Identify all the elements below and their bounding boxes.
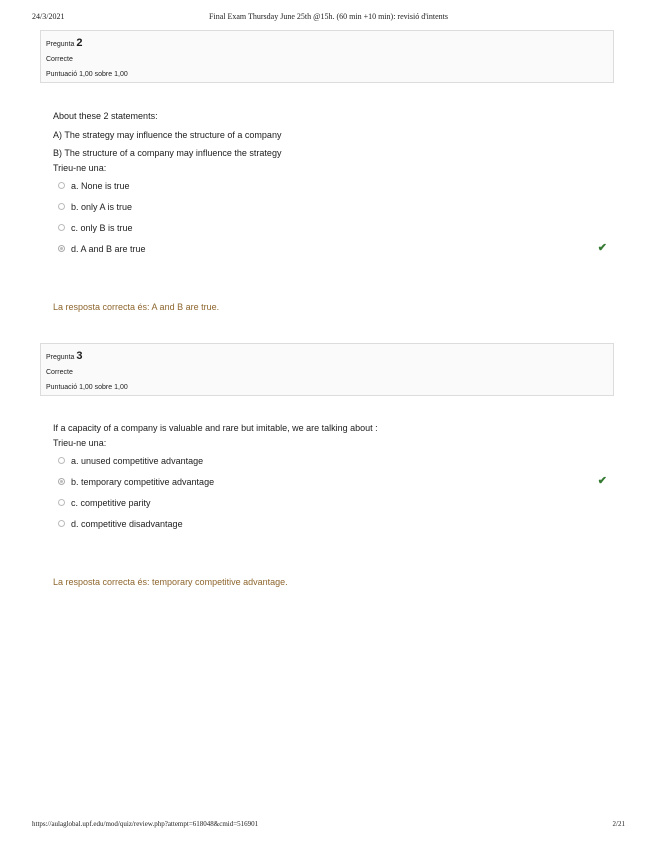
answer-label: d. competitive disadvantage <box>71 518 183 529</box>
radio-button-icon[interactable] <box>58 520 65 527</box>
radio-button-icon[interactable] <box>58 182 65 189</box>
question-number: 3 <box>76 350 83 362</box>
answer-option[interactable] <box>53 514 603 535</box>
print-footer <box>32 820 625 832</box>
question-info-box <box>40 30 614 83</box>
checkmark-icon: ✔ <box>597 241 607 254</box>
print-date: 24/3/2021 <box>32 12 65 21</box>
checkmark-icon: ✔ <box>597 474 607 487</box>
print-page-number: 2/21 <box>612 820 625 828</box>
radio-button-icon[interactable] <box>58 224 65 231</box>
question-text-line: A) The strategy may influence the structure of a company <box>53 129 282 140</box>
question-grade: Puntuació 1,00 sobre 1,00 <box>46 71 128 78</box>
answer-option-selected[interactable] <box>53 239 607 260</box>
answer-option[interactable] <box>53 451 603 472</box>
right-answer-feedback: La resposta correcta és: A and B are true. <box>53 302 220 312</box>
question-grade: Puntuació 1,00 sobre 1,00 <box>46 384 128 391</box>
question-text <box>53 107 613 163</box>
question-text-line: B) The structure of a company may influence the strategy <box>53 148 282 158</box>
question-number-row <box>46 349 608 365</box>
question-label: Pregunta <box>46 41 75 48</box>
answer-label: a. unused competitive advantage <box>71 455 204 466</box>
answer-label: d. A and B are true <box>71 243 146 254</box>
right-answer-feedback: La resposta correcta és: temporary competitive advantage. <box>53 577 288 587</box>
radio-button-icon[interactable] <box>58 478 65 485</box>
answer-list <box>53 451 613 535</box>
radio-button-icon[interactable] <box>58 203 65 210</box>
answer-option-selected[interactable] <box>53 472 607 493</box>
question-label: Pregunta <box>46 354 75 361</box>
answer-label: b. temporary competitive advantage <box>71 476 215 487</box>
print-url: https://aulaglobal.upf.edu/mod/quiz/review.php?attempt=618048&cmid=516901 <box>32 820 259 828</box>
answer-prompt: Trieu-ne una: <box>53 162 107 173</box>
print-title: Final Exam Thursday June 25th @15h. (60 min +10 min): revisió d'intents <box>209 12 448 21</box>
question-text-line: About these 2 statements: <box>53 111 158 121</box>
question-state: Correcte <box>46 369 73 376</box>
answer-label: c. competitive parity <box>71 497 151 508</box>
answer-option[interactable] <box>53 493 603 514</box>
radio-button-icon[interactable] <box>58 499 65 506</box>
answer-option[interactable] <box>53 176 603 197</box>
print-header <box>32 12 625 26</box>
question-info-box <box>40 343 614 396</box>
answer-label: c. only B is true <box>71 222 133 233</box>
answer-option[interactable] <box>53 197 603 218</box>
answer-label: b. only A is true <box>71 201 133 212</box>
answer-option[interactable] <box>53 218 603 239</box>
answer-label: a. None is true <box>71 180 130 191</box>
answer-list <box>53 176 613 260</box>
radio-button-icon[interactable] <box>58 457 65 464</box>
question-content <box>53 107 613 260</box>
question-content <box>53 419 613 535</box>
radio-button-icon[interactable] <box>58 245 65 252</box>
question-number-row <box>46 36 608 52</box>
question-state: Correcte <box>46 56 73 63</box>
question-text <box>53 419 613 438</box>
answer-prompt: Trieu-ne una: <box>53 437 107 448</box>
question-text-line: If a capacity of a company is valuable and rare but imitable, we are talking about : <box>53 423 378 433</box>
question-number: 2 <box>76 37 83 49</box>
